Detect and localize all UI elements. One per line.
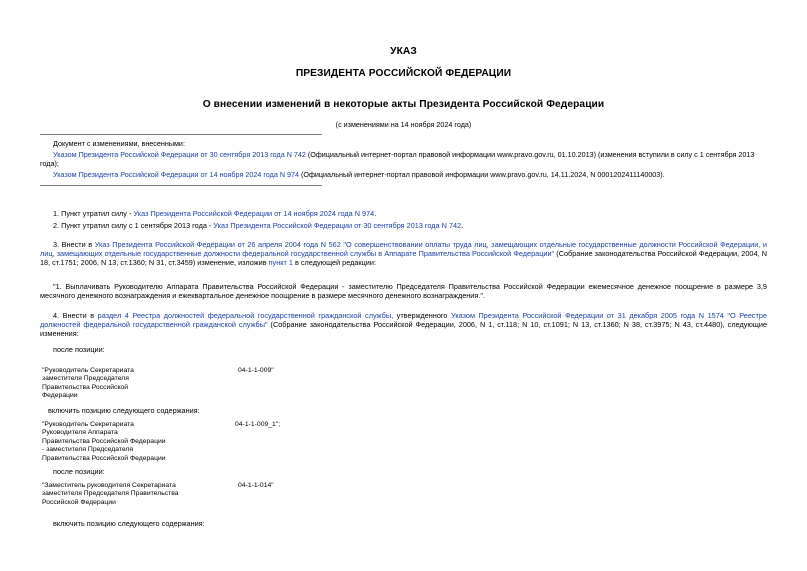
- paragraph-1-text: 1. Пункт утратил силу -: [53, 209, 134, 218]
- position-1-title: "Руководитель Секретариата заместителя Председателя Правительства Российской Федерации: [42, 367, 134, 400]
- paragraph-4-text: 4. Внести в: [53, 311, 98, 320]
- position-3-title: "Заместитель руководителя Секретариата заместителя Председателя Правительства Российской Федерации: [42, 482, 179, 506]
- paragraph-2-text: 2. Пункт утратил силу с 1 сентября 2013 года -: [53, 221, 214, 230]
- position-3-code: 04-1-1-014": [238, 482, 274, 489]
- change-item-2-link[interactable]: Указом Президента Российской Федерации от 14 ноября 2024 года N 974: [53, 170, 300, 179]
- paragraph-2-link[interactable]: Указ Президента Российской Федерации от 30 сентября 2013 года N 742: [213, 221, 462, 230]
- include-position-label-2: включить позицию следующего содержания:: [53, 519, 205, 528]
- change-item-1-link[interactable]: Указом Президента Российской Федерации от 30 сентября 2013 года N 742: [53, 150, 306, 159]
- paragraph-4-mid: , утвержденного: [391, 311, 452, 320]
- paragraph-4-link-decree[interactable]: Указом Президента Российской Федерации от 31 декабря 2005 года N 1574 "О Реестре должностей федеральной государственной гражданской службы": [40, 311, 767, 329]
- paragraph-3-link-point[interactable]: пункт 1: [268, 257, 293, 267]
- paragraph-1-end: .: [374, 209, 377, 218]
- paragraph-3-end: в следующей редакции:: [292, 257, 376, 267]
- paragraph-4-end: (Собрание законодательства Российской Федерации, 2006, N 1, ст.118; N 10, ст.1091; N 13, ст.1360; N 38, ст.3975; N 43, ст.4480), следующие изменения:: [40, 319, 767, 338]
- doc-type-heading: УКАЗ: [390, 46, 417, 57]
- change-item-1: [40, 150, 767, 168]
- paragraph-1-link[interactable]: Указ Президента Российской Федерации от 14 ноября 2024 года N 974: [133, 209, 375, 218]
- paragraph-3-mid: (Собрание законодательства Российской Федерации, 2004, N 18, ст.1751; 2006, N 13, ст.1360; N 31, ст.3459) изменение, изложив: [40, 248, 767, 267]
- change-item-1-text: (Официальный интернет-портал правовой информации www.pravo.gov.ru, 01.10.2013) (изменения вступили в силу с 1 сентября 2013 года);: [40, 150, 755, 168]
- paragraph-3-link[interactable]: Указ Президента Российской Федерации от 26 апреля 2004 года N 562 "О совершенствовании оплаты труда лиц, замещающих отдельные государственные должности Российской Федерации, и лиц, замещающих отдельные государственные должности федеральной государственной службы в Аппарате Правительства Российской Федерации": [40, 240, 767, 258]
- position-2-code: 04-1-1-009_1";: [235, 421, 281, 428]
- change-item-2: [40, 170, 767, 179]
- changes-bottom-rule: [40, 185, 322, 186]
- paragraph-2-end: .: [461, 221, 464, 230]
- position-1-code: 04-1-1-009": [238, 367, 274, 374]
- paragraph-1: [53, 210, 767, 219]
- edition-note: (с изменениями на 14 ноября 2024 года): [335, 120, 472, 129]
- change-item-2-text: (Официальный интернет-портал правовой информации www.pravo.gov.ru, 14.11.2024, N 0001202411140003).: [299, 170, 665, 179]
- paragraph-3: [40, 241, 767, 268]
- changes-top-rule: [40, 134, 322, 135]
- subject-heading: О внесении изменений в некоторые акты Президента Российской Федерации: [202, 99, 605, 110]
- paragraph-3-text: 3. Внести в: [53, 240, 95, 249]
- position-2-title: "Руководитель Секретариата Руководителя Аппарата Правительства Российской Федерации - заместителя Председателя Правительства Российской Федерации: [42, 421, 166, 462]
- paragraph-4-link[interactable]: раздел 4 Реестра должностей федеральной государственной гражданской службы: [97, 311, 392, 320]
- after-position-label-2: после позиции:: [53, 467, 105, 476]
- after-position-label-1: после позиции:: [53, 345, 105, 354]
- issuer-heading: ПРЕЗИДЕНТА РОССИЙСКОЙ ФЕДЕРАЦИИ: [295, 68, 512, 79]
- quoted-new-wording: "1. Выплачивать Руководителю Аппарата Правительства Российской Федерации - заместителю Председателя Правительства Российской Федерации ежемесячное денежное поощрение в размере 3,9 месячного денежного вознаграждения и ежеквартальное денежное поощрение в размере месячного денежного вознаграждения.".: [40, 282, 767, 300]
- paragraph-4: [40, 312, 767, 339]
- changes-intro: Документ с изменениями, внесенными:: [53, 139, 185, 148]
- paragraph-2: [53, 222, 767, 231]
- include-position-label-1: включить позицию следующего содержания:: [48, 406, 200, 415]
